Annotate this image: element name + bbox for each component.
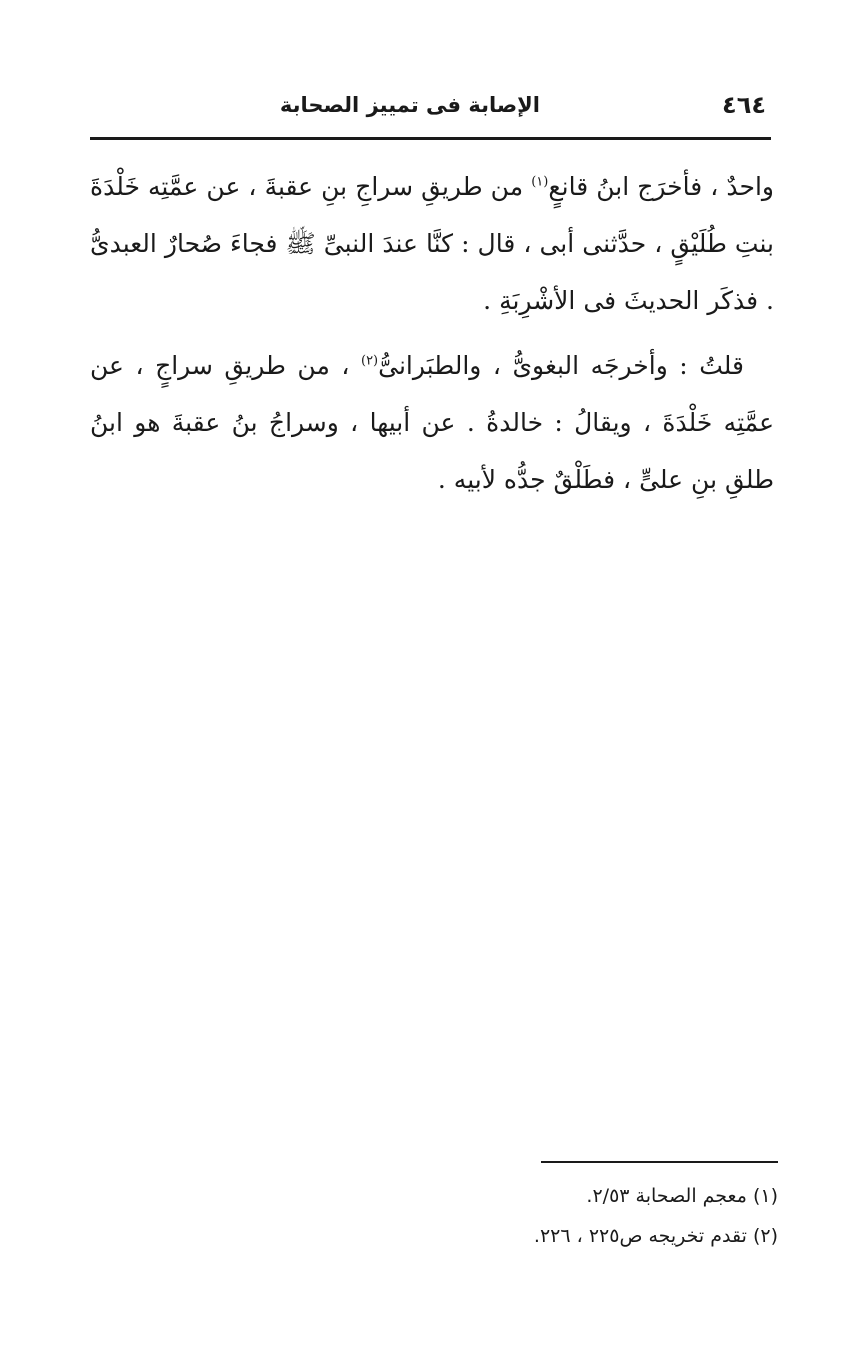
footnote-1: (١) معجم الصحابة ٢/٥٣. — [586, 1185, 778, 1207]
paragraph-1-text-b: من طريقِ سراجِ بنِ عقبةَ ، عن عمَّتِه خَلْدَةَ بنتِ طُلَيْقٍ ، حدَّثنى أبى ، قال : كنَّا عندَ النبىِّ ﷺ فجاءَ صُحارٌ العبدىُّ . فذكَر الحديثَ فى الأشْرِبَةِ . — [90, 172, 774, 315]
paragraph-2-text-a: قلتُ : وأخرجَه البغوىُّ ، والطبَرانىُّ — [378, 351, 745, 380]
page-number: ٤٦٤ — [722, 91, 766, 119]
running-title: الإصابة فى تمييز الصحابة — [279, 93, 540, 117]
paragraph-2-text-b: ، من طريقِ سراجٍ ، عن عمَّتِه خَلْدَةَ ، ويقالُ : خالدةُ . عن أبيها ، وسراجُ بنُ عقبةَ هو ابنُ طلقِ بنِ علىٍّ ، فطَلْقٌ جدُّه لأبيه . — [90, 351, 774, 494]
body-text — [90, 158, 774, 508]
footnote-ref-2: (٢) — [360, 353, 379, 369]
footnote-2: (٢) تقدم تخريجه ص٢٢٥ ، ٢٢٦. — [533, 1225, 778, 1247]
paragraph-1 — [90, 158, 774, 329]
page-header — [90, 90, 770, 130]
footnotes — [300, 1176, 778, 1256]
header-rule — [90, 137, 771, 140]
footnote-rule — [541, 1161, 778, 1163]
paragraph-2 — [90, 337, 774, 508]
footnote-ref-1: (١) — [531, 174, 549, 190]
paragraph-1-text-a: واحدٌ ، فأخرَج ابنُ قانعٍ — [548, 172, 774, 201]
